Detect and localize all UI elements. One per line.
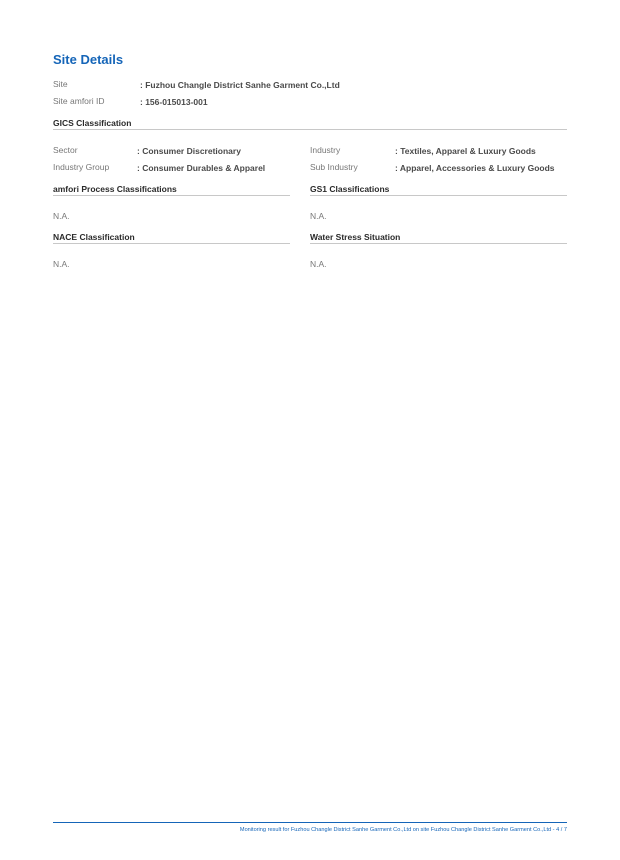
industry-group-value: : Consumer Durables & Apparel [137, 163, 266, 173]
water-stress-value: N.A. [310, 259, 327, 269]
site-amfori-id-value: : 156-015013-001 [140, 97, 208, 107]
sector-label: Sector [53, 145, 78, 155]
nace-value: N.A. [53, 259, 70, 269]
gics-heading: GICS Classification [53, 118, 132, 128]
amfori-process-heading: amfori Process Classifications [53, 184, 177, 194]
nace-heading: NACE Classification [53, 232, 135, 242]
site-amfori-id-label: Site amfori ID [53, 96, 105, 106]
water-stress-heading: Water Stress Situation [310, 232, 401, 242]
site-label: Site [53, 79, 68, 89]
footer-divider [53, 822, 567, 823]
footer-text: Monitoring result for Fuzhou Changle District Sanhe Garment Co.,Ltd on site Fuzhou Changle District Sanhe Garment Co.,Ltd - 4 / 7 [239, 827, 567, 833]
sub-industry-label: Sub Industry [310, 162, 358, 172]
nace-divider [53, 243, 290, 244]
amfori-process-value: N.A. [53, 211, 70, 221]
gs1-heading: GS1 Classifications [310, 184, 390, 194]
sub-industry-value: : Apparel, Accessories & Luxury Goods [395, 163, 555, 173]
sector-value: : Consumer Discretionary [137, 146, 241, 156]
page-title: Site Details [53, 52, 124, 67]
amfori-process-divider [53, 195, 290, 196]
gs1-value: N.A. [310, 211, 327, 221]
water-stress-divider [310, 243, 567, 244]
gics-divider [53, 129, 567, 130]
industry-label: Industry [310, 145, 341, 155]
industry-group-label: Industry Group [53, 162, 110, 172]
site-value: : Fuzhou Changle District Sanhe Garment Co.,Ltd [140, 80, 340, 90]
gs1-divider [310, 195, 567, 196]
industry-value: : Textiles, Apparel & Luxury Goods [395, 146, 536, 156]
